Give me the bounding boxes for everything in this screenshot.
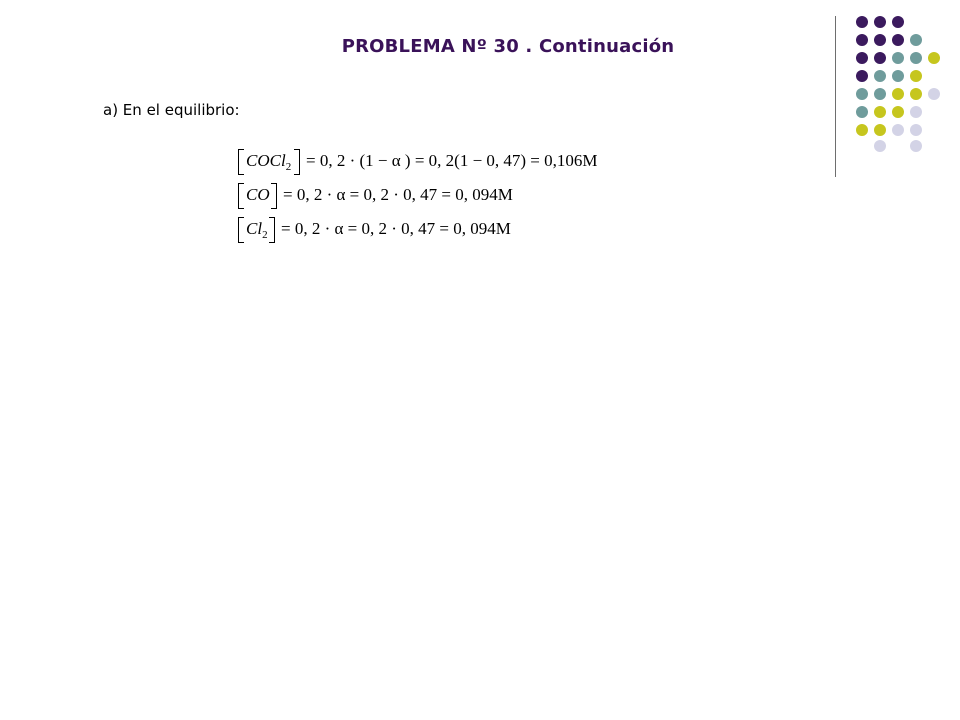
decorative-dot [856, 70, 868, 82]
decorative-dot [856, 106, 868, 118]
decorative-dot [892, 70, 904, 82]
decorative-dot [874, 16, 886, 28]
decorative-dot [892, 124, 904, 136]
decorative-dot [856, 124, 868, 136]
decorative-dot [910, 140, 922, 152]
decorative-dot [892, 52, 904, 64]
decorative-dot [856, 34, 868, 46]
left-bracket [238, 183, 244, 209]
decorative-dot [874, 34, 886, 46]
decorative-dot [874, 88, 886, 100]
decorative-dot [910, 34, 922, 46]
decorative-dot [892, 106, 904, 118]
left-bracket [238, 149, 244, 175]
decorative-dot [856, 52, 868, 64]
decorative-dot [874, 106, 886, 118]
equation-rhs: = 0, 2 · (1 − α ) = 0, 2(1 − 0, 47) = 0,106M [306, 151, 598, 170]
slide-title: PROBLEMA Nº 30 . Continuación [341, 36, 675, 57]
decorative-dot [856, 88, 868, 100]
species-co: CO [246, 185, 270, 204]
left-bracket [238, 217, 244, 243]
section-label: a) En el equilibrio: [103, 101, 240, 119]
decorative-dot [910, 124, 922, 136]
decorative-dot [928, 88, 940, 100]
species-cocl2: COCl$_2$ [246, 151, 292, 173]
decorative-dot [910, 52, 922, 64]
right-bracket [269, 217, 275, 243]
decorative-dot [910, 70, 922, 82]
decorative-dot [856, 16, 868, 28]
decorative-dot [892, 34, 904, 46]
decorative-dot [910, 88, 922, 100]
decorative-dot [874, 52, 886, 64]
decorative-dot [874, 70, 886, 82]
right-bracket [294, 149, 300, 175]
species-cl2: $Cl_2$ [246, 219, 268, 241]
decorative-dot [874, 124, 886, 136]
decorative-dot [928, 52, 940, 64]
equation-rhs: = 0, 2 · α = 0, 2 · 0, 47 = 0, 094M [281, 219, 511, 238]
equation-rhs: = 0, 2 · α = 0, 2 · 0, 47 = 0, 094M [283, 185, 513, 204]
decorative-dot [892, 16, 904, 28]
decorative-dot [910, 106, 922, 118]
decorative-dot [874, 140, 886, 152]
right-bracket [271, 183, 277, 209]
decorative-dot [892, 88, 904, 100]
